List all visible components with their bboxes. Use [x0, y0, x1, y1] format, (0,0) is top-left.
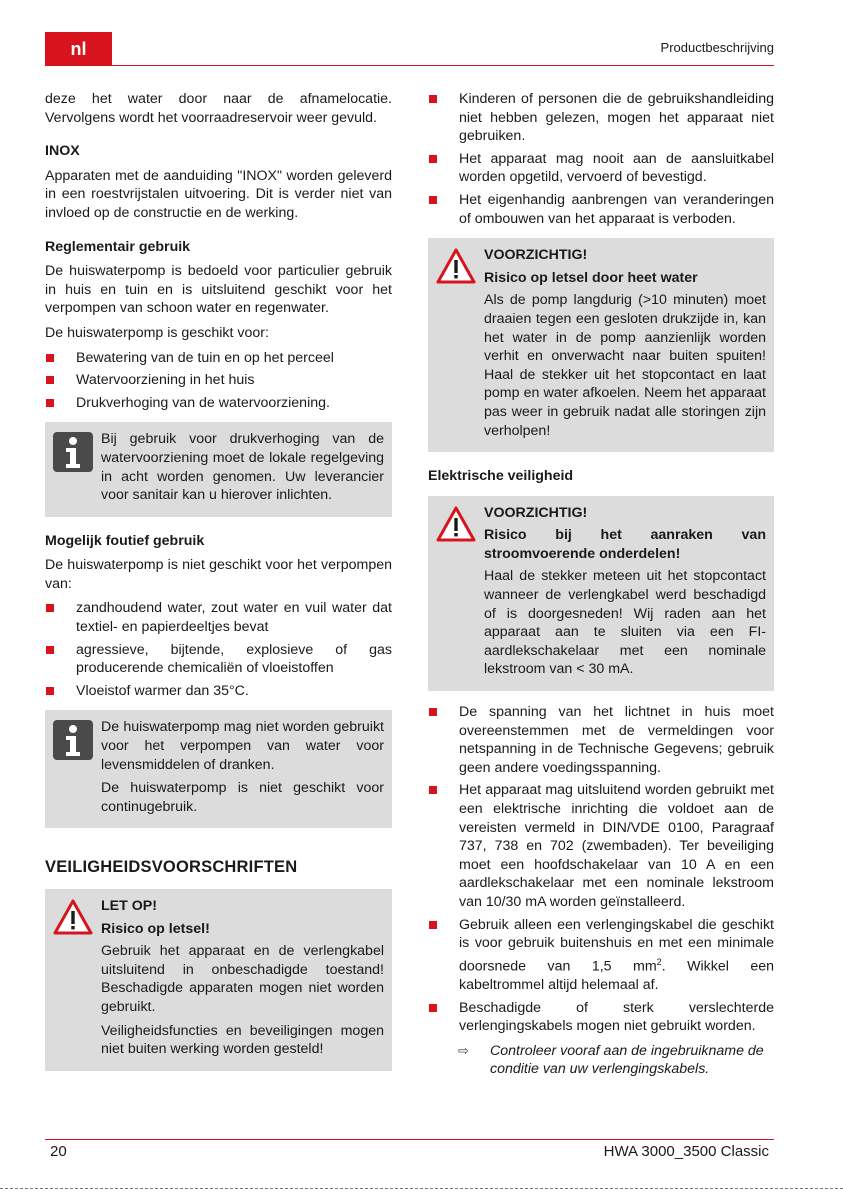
bullet-icon	[429, 95, 437, 103]
caution-text: Haal de stekker meteen uit het stopcontact wanneer de verlengkabel werd beschadigd of is doorgesneden! Wij raden aan het apparaat aan te sluiten via een FI-aardlekschakelaar met een nominale lekstroom van < 30 mA.	[484, 568, 766, 678]
warning-box	[45, 889, 392, 1071]
inox-heading: INOX	[45, 143, 80, 160]
bullet-icon	[46, 399, 54, 407]
warning-icon	[436, 506, 476, 542]
bullet-icon	[429, 196, 437, 204]
list-item: Vloeistof warmer dan 35°C.	[45, 682, 392, 701]
bullet-icon	[429, 1004, 437, 1012]
bullet-icon	[429, 155, 437, 163]
warning-subtitle: Risico op letsel!	[101, 920, 210, 937]
inox-text: Apparaten met de aanduiding "INOX" worden geleverd in een roestvrijstalen uitvoering. Dit is verder niet van invloed op de constructie en de werking.	[45, 167, 392, 221]
section-title: Productbeschrijving	[660, 40, 774, 55]
intro-text: deze het water door naar de afnamelocatie. Vervolgens wordt het voorraadreservoir weer gevuld.	[45, 91, 392, 126]
instruction-step	[428, 1042, 774, 1079]
warning-icon	[53, 899, 93, 935]
list-item: Watervoorziening in het huis	[45, 371, 392, 390]
caution-box	[428, 496, 774, 691]
intended-use-heading: Reglementair gebruik	[45, 238, 191, 255]
caution-subtitle: Risico op letsel door heet water	[484, 269, 698, 286]
caution-subtitle: Risico bij het aanraken van stroomvoerende onderdelen!	[484, 527, 766, 562]
misuse-heading: Mogelijk foutief gebruik	[45, 532, 205, 549]
list-item: agressieve, bijtende, explosieve of gas producerende chemicaliën of vloeistoffen	[45, 641, 392, 678]
bullet-icon	[46, 376, 54, 384]
bullet-icon	[46, 604, 54, 612]
info-text: De huiswaterpomp mag niet worden gebruikt voor het verpompen van water voor levensmiddelen of dranken.	[101, 719, 384, 773]
info-text: Bij gebruik voor drukverhoging van de watervoorziening moet de lokale regelgeving in acht worden genomen. Uw leverancier voor sanitair kan u hierover inlichten.	[101, 431, 384, 504]
intended-use-text: De huiswaterpomp is bedoeld voor particulier gebruik in huis en tuin en is uitsluitend geschikt voor het verpompen van schoon water en regenwater.	[45, 263, 392, 317]
bullet-icon	[429, 921, 437, 929]
list-item: De spanning van het lichtnet in huis moet overeenstemmen met de vermeldingen voor netspanning in de Technische Gegevens; gebruik geen andere voedingsspanning.	[428, 703, 774, 777]
page-edge-rule	[0, 1188, 843, 1189]
header-rule	[45, 65, 774, 66]
misuse-list	[45, 599, 392, 700]
list-item: Gebruik alleen een verlengingskabel die geschikt is voor gebruik buitenshuis en met een minimale doorsnede van 1,5 $mm^2$. Wikkel een kabeltrommel altijd helemaal af.	[428, 916, 774, 995]
caution-text: Als de pomp langdurig (>10 minuten) moet draaien tegen een gesloten drukzijde in, kan het water in de pomp aanzienlijk worden verhit en onverwacht naar buiten spuiten! Haal de stekker uit het stopcontact en laat pomp en water afkoelen. Neem het apparaat pas weer in gebruik nadat alle storingen zijn verholpen!	[484, 292, 766, 439]
list-item: Bewatering van de tuin en op het perceel	[45, 349, 392, 368]
bullet-icon	[46, 687, 54, 695]
bullet-icon	[429, 708, 437, 716]
list-item: Het apparaat mag nooit aan de aansluitkabel worden opgetild, vervoerd of bevestigd.	[428, 150, 774, 187]
list-item: Kinderen of personen die de gebruikshandleiding niet hebben gelezen, mogen het apparaat niet gebruiken.	[428, 90, 774, 146]
list-item: Drukverhoging van de watervoorziening.	[45, 394, 392, 413]
list-item: zandhoudend water, zout water en vuil water dat textiel- en papierdeeltjes bevat	[45, 599, 392, 636]
electrical-safety-heading: Elektrische veiligheid	[428, 468, 574, 485]
info-icon	[53, 720, 93, 760]
intended-use-list	[45, 349, 392, 413]
safety-list	[428, 90, 774, 228]
right-column	[428, 90, 774, 1079]
warning-text: Veiligheidsfuncties en beveiligingen mogen niet buiten werking worden gesteld!	[101, 1022, 384, 1058]
caution-box	[428, 238, 774, 452]
intended-use-text-2: De huiswaterpomp is geschikt voor:	[45, 324, 269, 341]
info-box	[45, 710, 392, 828]
page-number: 20	[50, 1143, 67, 1160]
bullet-icon	[46, 646, 54, 654]
misuse-text: De huiswaterpomp is niet geschikt voor het verpompen van:	[45, 557, 392, 592]
footer-rule	[45, 1139, 774, 1140]
list-item: Het eigenhandig aanbrengen van veranderingen of ombouwen van het apparaat is verboden.	[428, 191, 774, 228]
info-icon	[53, 432, 93, 472]
warning-icon	[436, 248, 476, 284]
warning-text: Gebruik het apparaat en de verlengkabel uitsluitend in onbeschadigde toestand! Beschadigde apparaten mogen niet worden gebruikt.	[101, 943, 384, 1015]
language-tab	[45, 32, 112, 66]
safety-heading: VEILIGHEIDSVOORSCHRIFTEN	[45, 858, 298, 877]
bullet-icon	[46, 354, 54, 362]
electrical-list	[428, 703, 774, 1036]
language-label: nl	[70, 38, 87, 59]
bullet-icon	[429, 786, 437, 794]
info-text: De huiswaterpomp is niet geschikt voor continugebruik.	[101, 780, 384, 815]
left-column	[45, 90, 392, 1083]
caution-title: VOORZICHTIG!	[484, 247, 588, 264]
list-item: Beschadigde of sterk verslechterde verlengingskabels mogen niet gebruikt worden.	[428, 999, 774, 1036]
arrow-right-icon: ⇨	[458, 1042, 469, 1058]
warning-title: LET OP!	[101, 898, 157, 914]
model-name: HWA 3000_3500 Classic	[603, 1143, 769, 1160]
list-item: Het apparaat mag uitsluitend worden gebruikt met een elektrische inrichting die voldoet aan de vereisten vermeld in DIN/VDE 0100, Paragraaf 737, 738 en 702 (zwembaden). Ter beveiliging moet een hoofdschakelaar van 10 A en een aardlekschakelaar met een nominale lekstroom van 10/30 mA worden geïnstalleerd.	[428, 781, 774, 911]
instruction-text: Controleer vooraf aan de ingebruikname de conditie van uw verlengingskabels.	[490, 1042, 764, 1078]
caution-title: VOORZICHTIG!	[484, 504, 588, 521]
info-box	[45, 422, 392, 516]
